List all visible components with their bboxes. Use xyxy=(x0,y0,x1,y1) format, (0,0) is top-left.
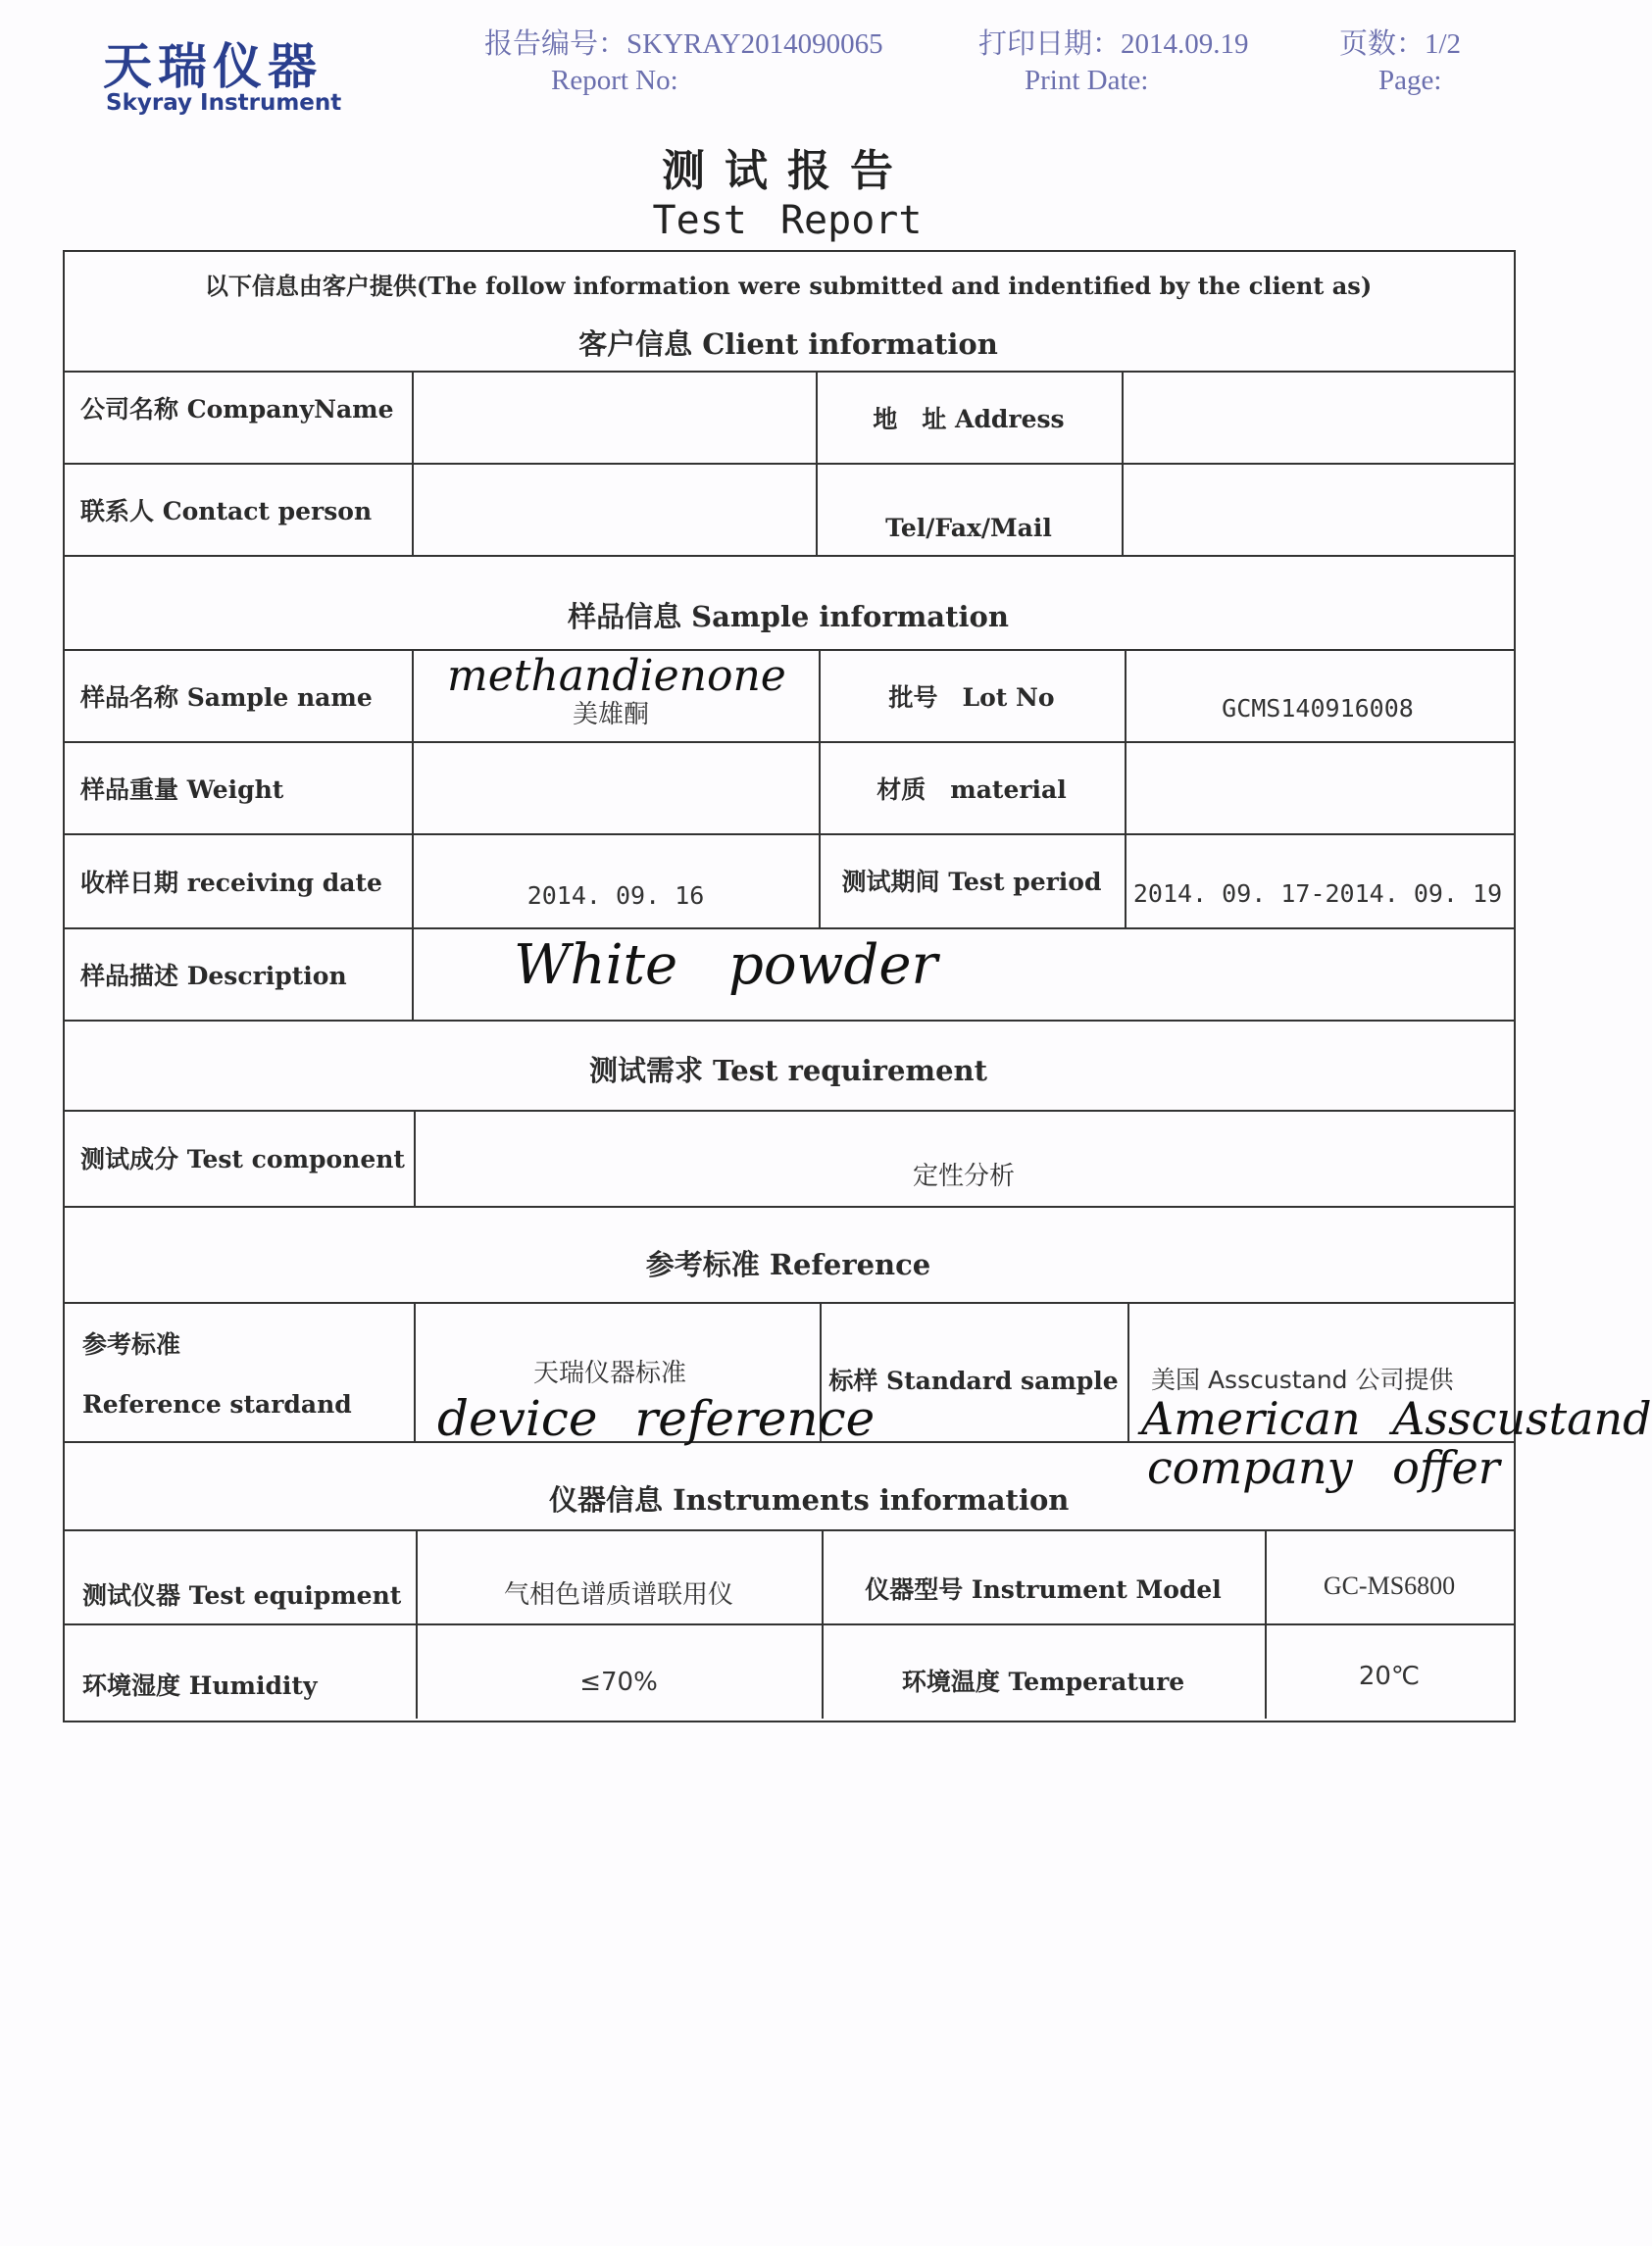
instrument-model-value: GC-MS6800 xyxy=(1323,1572,1456,1600)
description-label: 样品描述 Description xyxy=(80,962,347,990)
reference-value: 天瑞仪器标准 xyxy=(533,1359,687,1388)
description-handwritten: White powder xyxy=(514,933,938,997)
sample-name-label: 样品名称 Sample name xyxy=(80,683,373,712)
contact-person-label: 联系人 Contact person xyxy=(80,497,373,525)
reference-label-cn: 参考标准 xyxy=(82,1330,181,1359)
print-date: 打印日期：2014.09.19 xyxy=(978,28,1249,60)
test-equipment-label: 测试仪器 Test equipment xyxy=(82,1581,402,1610)
sample-info-heading: 样品信息 Sample information xyxy=(568,599,1009,633)
company-logo: 天瑞仪器 xyxy=(103,38,323,95)
report-title-en: Test Report xyxy=(652,198,923,243)
reference-handwritten: device reference xyxy=(437,1390,876,1447)
row-divider xyxy=(63,555,1514,557)
company-name-label: 公司名称 CompanyName xyxy=(80,395,394,424)
report-title-cn: 测试报告 xyxy=(662,146,913,196)
print-date-label: Print Date: xyxy=(1025,65,1149,96)
lot-number-label: 批号 Lot No xyxy=(888,683,1055,712)
test-period-value: 2014. 09. 17-2014. 09. 19 xyxy=(1132,878,1503,908)
col-divider xyxy=(414,1302,416,1441)
lot-number-value: GCMS140916008 xyxy=(1222,693,1414,723)
report-number-label: Report No: xyxy=(551,65,678,96)
row-divider xyxy=(63,1020,1514,1022)
test-equipment-value: 气相色谱质谱联用仪 xyxy=(503,1579,733,1610)
client-info-heading: 客户信息 Client information xyxy=(578,326,998,361)
receiving-date-label: 收样日期 receiving date xyxy=(80,869,382,897)
instruments-heading: 仪器信息 Instruments information xyxy=(549,1482,1070,1517)
humidity-label: 环境湿度 Humidity xyxy=(82,1672,318,1700)
standard-sample-handwritten-2: company offer xyxy=(1147,1441,1500,1494)
col-divider xyxy=(1127,1302,1129,1441)
instrument-model-label: 仪器型号 Instrument Model xyxy=(865,1575,1222,1604)
temperature-label: 环境温度 Temperature xyxy=(901,1668,1185,1696)
tel-fax-mail-label: Tel/Fax/Mail xyxy=(885,513,1052,542)
standard-sample-value: 美国 Asscustand 公司提供 xyxy=(1151,1366,1454,1394)
sample-name-value: 美雄酮 xyxy=(573,700,650,729)
sample-name-handwritten: methandienone xyxy=(447,651,786,701)
intro-note: 以下信息由客户提供(The follow information were submitted and indentified by the client as) xyxy=(204,271,1373,300)
material-label: 材质 material xyxy=(876,775,1067,804)
reference-label-en: Reference stardand xyxy=(82,1389,352,1419)
report-number: 报告编号：SKYRAY2014090065 xyxy=(484,28,883,60)
weight-label: 样品重量 Weight xyxy=(80,775,284,804)
row-divider xyxy=(63,1302,1514,1304)
page-count: 页数：1/2 xyxy=(1339,28,1462,60)
company-logo-subtitle: Skyray Instrument xyxy=(106,90,342,116)
row-divider xyxy=(63,1529,1514,1531)
standard-sample-handwritten-1: American Asscustand xyxy=(1141,1392,1652,1445)
test-requirement-heading: 测试需求 Test requirement xyxy=(588,1053,988,1087)
col-divider xyxy=(1122,371,1124,555)
page-label: Page: xyxy=(1378,65,1442,96)
reference-heading: 参考标准 Reference xyxy=(645,1247,931,1281)
test-period-label: 测试期间 Test period xyxy=(841,868,1102,896)
test-component-value: 定性分析 xyxy=(912,1161,1015,1191)
temperature-value: 20℃ xyxy=(1358,1662,1421,1691)
address-label: 地 址 Address xyxy=(873,405,1065,433)
receiving-date-value: 2014. 09. 16 xyxy=(526,880,705,910)
humidity-value: ≤70% xyxy=(579,1668,658,1697)
standard-sample-label: 标样 Standard sample xyxy=(828,1367,1119,1395)
test-component-label: 测试成分 Test component xyxy=(80,1145,405,1173)
